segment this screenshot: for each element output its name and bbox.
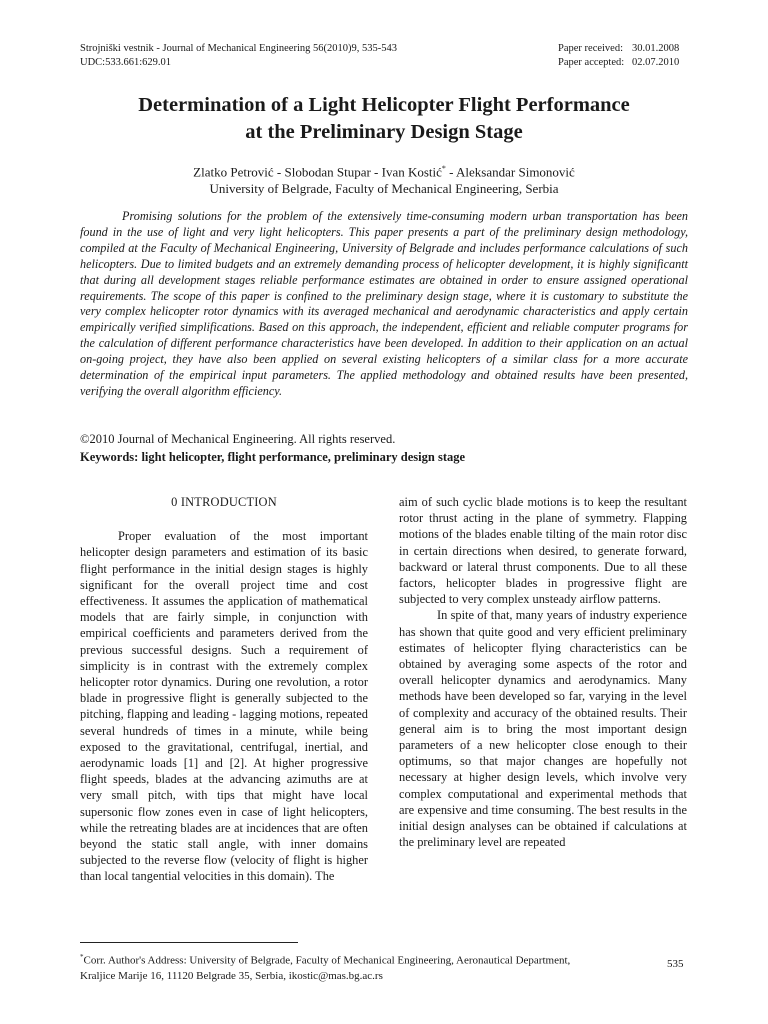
author-block xyxy=(80,160,688,197)
body-paragraph: Proper evaluation of the most important helicopter design parameters and estimation of its basic flight performance in the initial design stages is highly significant for the overall project time and cost effectiveness. It assumes the application of mathematical models that are fairly simple, in conjunction with empirical coefficients and parameters derived from the previous successful designs. Such a requirement of simplicity is in contrast with the extremely complex helicopter rotor dynamics. During one revolution, a rotor blade in progressive flight is generally subjected to the pitching, flapping and leading - lagging motions, repeated several hundreds of times in a minute, while being exposed to the gravitational, centrifugal, inertial, and aerodynamic loads [1] and [2]. At higher progressive flight speeds, blades at the advancing azimuths are at very small pitch, with tips that might have local supersonic flow zones even in case of light helicopters, while the retreating blades are at incidences that are often beyond the static stall angle, with inner domains subjected to the reverse flow (velocity of flight is higher than local tangential velocities in this domain). The xyxy=(80,529,368,884)
body-paragraph: In spite of that, many years of industry experience has shown that quite good and very efficient preliminary estimates of helicopter flying characteristics can be obtained by averaging some aspects of the rotor and overall helicopter dynamics and aerodynamics. Many methods have been developed so far, varying in the level of complexity and accuracy of the obtained results. Their general aim is to bring the most important design parameters of a new helicopter close enough to their optimums, so that major changes are hopefully not necessary at higher design levels, which involve very complex computational and experimental methods that are expensive and time consuming. The best results in the initial design analyses can be obtained if calculations at the preliminary level are repeated xyxy=(399,608,687,850)
page-number: 535 xyxy=(667,958,684,970)
journal-citation: Strojniški vestnik - Journal of Mechanical Engineering 56(2010)9, 535-543 xyxy=(80,43,397,54)
footnote-text-1: Corr. Author's Address: University of Belgrade, Faculty of Mechanical Engineering, Aeronautical Department, xyxy=(83,954,571,967)
received-row xyxy=(558,42,679,56)
author-affiliation: University of Belgrade, Faculty of Mechanical Engineering, Serbia xyxy=(209,181,559,197)
received-label: Paper received: xyxy=(558,43,624,54)
author-names-last: - Aleksandar Simonović xyxy=(445,164,575,180)
title-line-1: Determination of a Light Helicopter Flight Performance xyxy=(138,94,630,116)
author-names-first: Zlatko Petrović - Slobodan Stupar - Ivan Kostić xyxy=(193,164,442,180)
accepted-label: Paper accepted: xyxy=(558,57,625,68)
copyright-notice: ©2010 Journal of Mechanical Engineering. All rights reserved. xyxy=(80,432,396,446)
author-names xyxy=(80,160,688,180)
footnote-line-2: Kraljice Marije 16, 11120 Belgrade 35, Serbia, ikostic@mas.bg.ac.rs xyxy=(80,969,383,982)
corresponding-author-mark: * xyxy=(441,164,446,173)
keywords: Keywords: light helicopter, flight performance, preliminary design stage xyxy=(80,450,466,464)
accepted-row xyxy=(558,56,679,70)
received-date: 30.01.2008 xyxy=(632,43,680,54)
abstract: Promising solutions for the problem of the extensively time-consuming modern urban transportation has been found in the use of light and very light helicopters. This paper presents a part of the preliminary design methodology, compiled at the Faculty of Mechanical Engineering, University of Belgrade and includes performance calculations of such helicopters. Due to limited budgets and an extremely demanding process of helicopter development, it is highly significantt that during all development stages reliable performance estimates are obtained in order to ensure assigned operational requirements. The scope of this paper is confined to the preliminary design stage, where it is customary to substitute the very complex helicopter rotor dynamics with its averaged mechanical and aerodynamic characteristics and apply certain empirically verified simplifications. Based on this approach, the independent, efficient and reliable computer programs for the calculation of different performance characteristics have been developed. In addition to their application on an actual on-going project, they have also been applied on several existing helicopters of a similar class for a more accurate determination of the empirical input parameters. The applied methodology and obtained results have been presented, verifying the overall algorithm efficiency. xyxy=(80,209,688,398)
title-line-2: at the Preliminary Design Stage xyxy=(245,121,523,143)
footnote-line-1 xyxy=(80,950,665,969)
footnote-divider xyxy=(80,942,298,943)
body-column-right xyxy=(399,494,687,850)
footnote-mark: * xyxy=(80,953,84,961)
accepted-date: 02.07.2010 xyxy=(632,57,680,68)
paper-dates xyxy=(558,42,679,70)
section-heading: 0 INTRODUCTION xyxy=(171,495,277,509)
body-paragraph: aim of such cyclic blade motions is to keep the resultant rotor thrust acting in the plane of symmetry. Flapping motions of the blades enable tilting of the main rotor disc in certain directions when desired, to generate forward, backward or lateral thrust components. Due to all these factors, helicopter blades in progressive flight are subjected to very complex unsteady airflow patterns. xyxy=(399,495,687,607)
footnote xyxy=(80,950,665,984)
journal-header xyxy=(80,42,397,70)
body-column-left xyxy=(80,494,368,885)
paper-title xyxy=(80,92,688,146)
udc-code: UDC:533.661:629.01 xyxy=(80,57,172,68)
